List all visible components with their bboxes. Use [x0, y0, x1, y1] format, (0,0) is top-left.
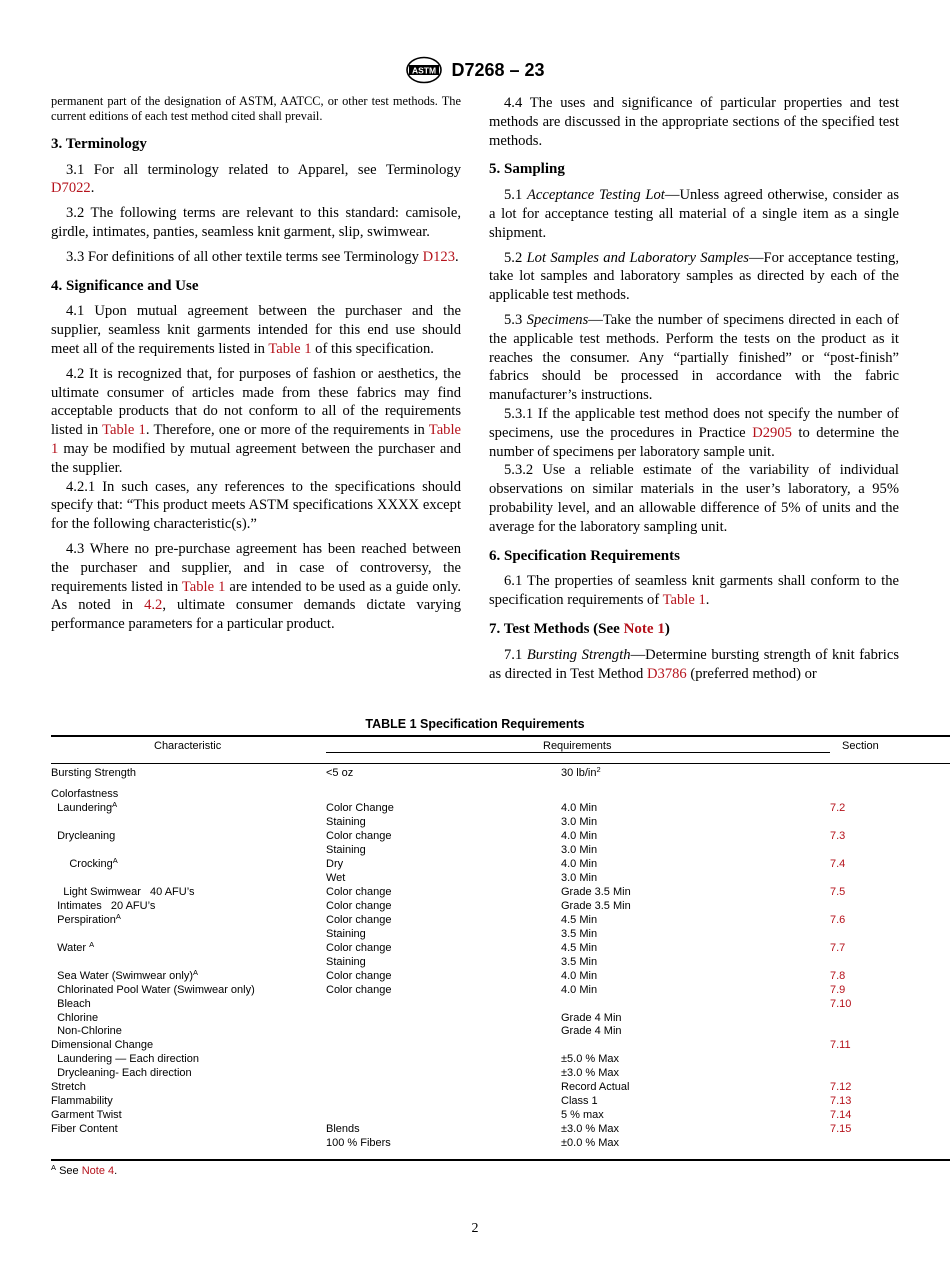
condition-cell: Staining — [326, 955, 366, 968]
table-row — [51, 767, 950, 788]
table-bottom-rule — [51, 1159, 950, 1161]
requirement-cell: Grade 4 Min — [561, 1025, 622, 1038]
condition-cell: Color change — [326, 913, 392, 926]
table-row — [51, 939, 950, 956]
requirement-cell: 4.0 Min — [561, 801, 598, 814]
characteristic-cell: Dimensional Change — [51, 1039, 154, 1052]
paragraph-5-3-2: 5.3.2 Use a reliable estimate of the variability of individual observations on similar materials in the user’s laboratory, a 95% probability level, and an allowable difference of 5% of units and the average for the laboratory sampling unit. — [489, 462, 899, 535]
section-cell[interactable]: 7.15 — [830, 1123, 852, 1136]
link-note-4[interactable]: Note 4 — [81, 1165, 115, 1177]
section-6-heading: 6. Specification Requirements — [489, 547, 680, 564]
requirement-cell: 4.0 Min — [561, 857, 598, 870]
link-d7022[interactable]: D7022 — [51, 180, 91, 197]
link-table-1[interactable]: Table 1 — [51, 422, 461, 457]
table-row — [51, 984, 950, 998]
section-cell[interactable]: 7.7 — [830, 941, 846, 954]
table-row — [51, 830, 950, 844]
requirement-cell: Record Actual — [561, 1081, 630, 1094]
section-4-heading: 4. Significance and Use — [51, 277, 199, 294]
link-d2905[interactable]: D2905 — [752, 424, 792, 441]
link-d3786[interactable]: D3786 — [647, 665, 687, 682]
section-cell[interactable]: 7.13 — [830, 1095, 852, 1108]
section-5-heading: 5. Sampling — [489, 161, 565, 178]
condition-cell: Color change — [326, 983, 392, 996]
condition-cell: Blends — [326, 1123, 360, 1136]
table-row — [51, 1081, 950, 1095]
link-table-1[interactable]: Table 1 — [268, 340, 312, 357]
requirement-cell: Class 1 — [561, 1095, 598, 1108]
section-cell[interactable]: 7.2 — [830, 801, 846, 814]
characteristic-cell: Chlorine — [51, 1011, 99, 1024]
table-row — [51, 886, 950, 900]
table-body — [51, 767, 950, 1151]
paragraph-3-3: 3.3 For definitions of all other textile terms see Terminology D123. — [66, 248, 459, 265]
requirement-cell: 30 $lb/in^2$ — [561, 765, 601, 779]
characteristic-cell: Bleach — [51, 997, 91, 1010]
section-cell[interactable]: 7.12 — [830, 1081, 852, 1094]
requirement-cell: 4.5 Min — [561, 913, 598, 926]
table-row — [51, 1012, 950, 1026]
section-cell[interactable]: 7.4 — [830, 857, 846, 870]
table-row — [51, 855, 950, 872]
requirements-underline — [326, 752, 830, 753]
characteristic-cell: Light Swimwear 40 AFU’s — [51, 885, 195, 898]
right-column — [489, 94, 899, 689]
svg-text:ASTM: ASTM — [412, 65, 437, 76]
link-table-1[interactable]: Table 1 — [662, 592, 706, 609]
table-row — [51, 816, 950, 830]
link-note-1[interactable]: Note 1 — [623, 620, 665, 637]
section-cell[interactable]: 7.9 — [830, 983, 846, 996]
characteristic-cell: Crocking$^A$ — [51, 855, 118, 870]
requirement-cell: 4.5 Min — [561, 941, 598, 954]
paragraph-5-3-1: 5.3.1 If the applicable test method does not specify the number of specimens, use the procedures in Practice D2905 to determine the number of specimens per laboratory sample unit. — [489, 405, 899, 460]
paragraph-4-2-1: 4.2.1 In such cases, any references to the specifications should specify that: “This product meets ASTM specifications XXXX except for the following characteristic(s).” — [51, 478, 461, 533]
requirement-cell: 4.0 Min — [561, 983, 598, 996]
requirement-cell: Grade 3.5 Min — [561, 899, 631, 912]
section-cell[interactable]: 7.8 — [830, 969, 846, 982]
characteristic-cell: Laundering — Each direction — [51, 1053, 199, 1066]
condition-cell: Color change — [326, 969, 392, 982]
section-cell[interactable]: 7.10 — [830, 997, 852, 1010]
paragraph-3-2: 3.2 The following terms are relevant to this standard: camisole, girdle, intimates, panties, seamless knit garment, slip, swimwear. — [51, 205, 461, 240]
characteristic-cell: Intimates 20 AFU’s — [51, 899, 156, 912]
table-title: TABLE 1 Specification Requirements — [365, 717, 585, 731]
link-d123[interactable]: D123 — [422, 248, 456, 265]
table-row — [51, 998, 950, 1012]
condition-cell: Wet — [326, 871, 346, 884]
table-header-rule — [51, 763, 950, 764]
characteristic-cell: Drycleaning- Each direction — [51, 1067, 192, 1080]
table-row — [51, 1137, 950, 1151]
table-row — [51, 900, 950, 914]
characteristic-cell: Sea Water (Swimwear only)$^A$ — [51, 967, 199, 982]
section-3-heading: 3. Terminology — [51, 135, 147, 152]
requirement-cell: ±0.0 % Max — [561, 1137, 620, 1150]
condition-cell: Color change — [326, 885, 392, 898]
characteristic-cell: Flammability — [51, 1095, 113, 1108]
header-characteristic: Characteristic — [154, 740, 222, 752]
characteristic-cell: Chlorinated Pool Water (Swimwear only) — [51, 983, 255, 996]
characteristic-cell: Garment Twist — [51, 1109, 122, 1122]
paragraph-5-2: 5.2 Lot Samples and Laboratory Samples—For acceptance testing, take lot samples and laboratory samples as directed by each of the applicable test methods. — [489, 249, 900, 304]
requirement-cell: 3.0 Min — [561, 815, 598, 828]
condition-cell: Staining — [326, 815, 366, 828]
requirement-cell: 4.0 Min — [561, 969, 598, 982]
paragraph-7-1: 7.1 Bursting Strength—Determine bursting strength of knit fabrics as directed in Test Method D3786 (preferred method) or — [489, 646, 900, 682]
table-row — [51, 1053, 950, 1067]
requirement-cell: 3.0 Min — [561, 871, 598, 884]
requirement-cell: 3.5 Min — [561, 955, 598, 968]
section-cell[interactable]: 7.11 — [830, 1039, 851, 1052]
section-cell[interactable]: 7.14 — [830, 1109, 852, 1122]
header-requirements: Requirements — [543, 740, 612, 752]
table-row — [51, 799, 950, 816]
characteristic-cell: Laundering$^A$ — [51, 799, 118, 814]
paragraph-4-1: 4.1 Upon mutual agreement between the purchaser and the supplier, seamless knit garments intended for this end use should meet all of the requirements listed in Table 1 of this specification. — [51, 303, 461, 357]
requirement-cell: Grade 4 Min — [561, 1011, 622, 1024]
paragraph-3-1: 3.1 For all terminology related to Apparel, see Terminology D7022. — [51, 161, 461, 197]
link-table-1[interactable]: Table 1 — [181, 578, 226, 595]
table-footnote: $^A$ See Note 4. — [51, 1163, 118, 1177]
characteristic-cell: Fiber Content — [51, 1123, 118, 1136]
paragraph-4-4: 4.4 The uses and significance of particular properties and test methods are discussed in the appropriate sections of the specified test methods. — [489, 95, 899, 149]
table-row — [51, 788, 950, 802]
page-number: 2 — [471, 1221, 479, 1236]
paragraph-6-1: 6.1 The properties of seamless knit garments shall conform to the specification requirements of Table 1. — [489, 573, 899, 609]
characteristic-cell: Perspiration$^A$ — [51, 911, 121, 926]
table-row — [51, 1095, 950, 1109]
table-row — [51, 1039, 950, 1053]
condition-cell: 100 % Fibers — [326, 1137, 391, 1150]
condition-cell: Color change — [326, 829, 392, 842]
table-row — [51, 1123, 950, 1137]
astm-logo-icon — [405, 56, 443, 84]
table-row — [51, 844, 950, 858]
requirement-cell: 3.0 Min — [561, 843, 598, 856]
requirement-cell: ±3.0 % Max — [561, 1123, 620, 1136]
table-row — [51, 1109, 950, 1123]
header-section: Section — [842, 740, 879, 752]
left-column — [51, 94, 461, 640]
condition-cell: Color change — [326, 899, 392, 912]
characteristic-cell: Non-Chlorine — [51, 1025, 122, 1038]
document-designation: D7268 – 23 — [451, 59, 545, 80]
table-row — [51, 1025, 950, 1039]
section-cell[interactable]: 7.5 — [830, 885, 846, 898]
characteristic-cell: Stretch — [51, 1081, 86, 1094]
condition-cell: Staining — [326, 927, 366, 940]
table-top-rule — [51, 735, 950, 737]
characteristic-cell: Bursting Strength — [51, 767, 136, 779]
paragraph-4-2: 4.2 It is recognized that, for purposes of fashion or aesthetics, the ultimate consumer of articles made from these fabrics may find acceptable products that do not conform to all of the requirements listed in Table 1. Therefore, one or more of the requirements in Table 1 may be modified by mutual agreement between the purchaser and the supplier. — [51, 365, 461, 476]
page-header — [0, 56, 950, 84]
condition-cell: Staining — [326, 843, 366, 856]
condition-cell: Color Change — [326, 801, 394, 814]
table-row — [51, 1067, 950, 1081]
table-row — [51, 911, 950, 928]
condition-cell: <5 oz — [326, 767, 354, 779]
requirement-cell: ±5.0 % Max — [561, 1053, 620, 1066]
table-row — [51, 967, 950, 984]
paragraph-5-3: 5.3 Specimens—Take the number of specimens directed in each of the applicable test methods. Perform the tests on the product as it reaches the consumer. Any “partially finished” or “post-finish” fabrics should be processed in accordance with the fabric manufacturer’s instructions. — [489, 311, 899, 404]
table-row — [51, 928, 950, 942]
characteristic-cell: Colorfastness — [51, 788, 119, 800]
table-row — [51, 956, 950, 970]
condition-cell: Color change — [326, 941, 392, 954]
requirement-cell: 3.5 Min — [561, 927, 598, 940]
characteristic-cell: Water $^A$ — [51, 939, 95, 954]
section-cell[interactable]: 7.3 — [830, 829, 846, 842]
section-cell[interactable]: 7.6 — [830, 913, 846, 926]
section-7-heading: 7. Test Methods (See Note 1) — [489, 620, 670, 637]
paragraph-5-1: 5.1 Acceptance Testing Lot—Unless agreed otherwise, consider as a lot for acceptance testing all material of a single item as a single shipment. — [489, 187, 900, 241]
intro-paragraph: permanent part of the designation of ASTM, AATCC, or other test methods. The current editions of each test method cited shall prevail. — [51, 94, 461, 124]
link-table-1[interactable]: Table 1 — [102, 422, 146, 439]
table-row — [51, 872, 950, 886]
characteristic-cell: Drycleaning — [51, 829, 116, 842]
paragraph-4-3: 4.3 Where no pre-purchase agreement has been reached between the purchaser and supplier, and in case of controversy, the requirements listed in Table 1 are intended to be used as a guide only. As noted in 4.2, ultimate consumer demands dictate varying performance parameters for a particular product. — [51, 540, 461, 633]
requirement-cell: ±3.0 % Max — [561, 1067, 620, 1080]
requirement-cell: 5 % max — [561, 1109, 604, 1122]
requirement-cell: Grade 3.5 Min — [561, 885, 631, 898]
requirement-cell: 4.0 Min — [561, 829, 598, 842]
condition-cell: Dry — [326, 857, 344, 870]
link-section-4-2[interactable]: 4.2 — [144, 597, 163, 614]
